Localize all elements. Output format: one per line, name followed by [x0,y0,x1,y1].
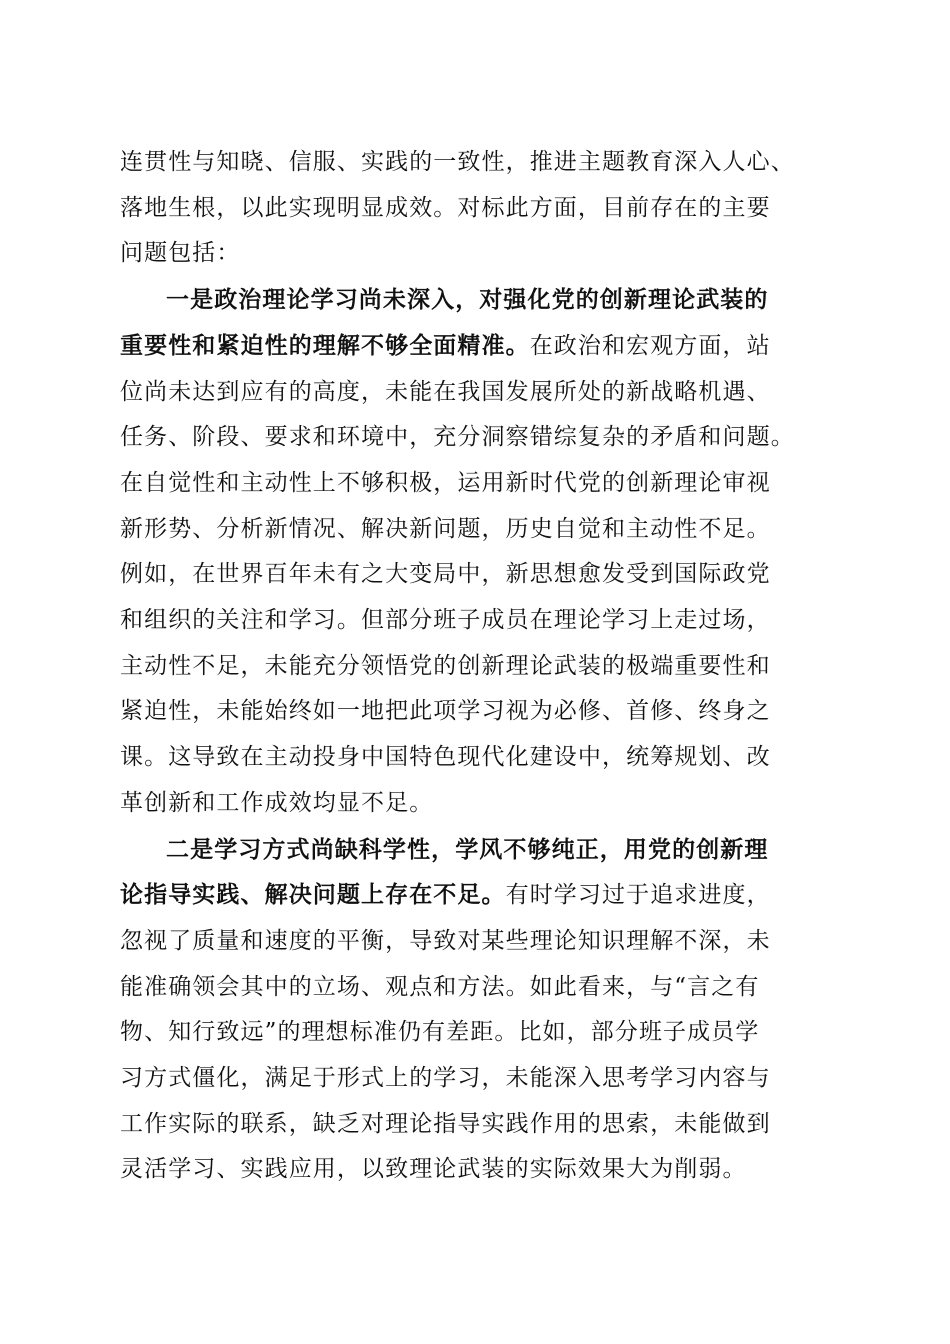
text-line: 灵活学习、实践应用，以致理论武装的实际效果大为削弱。 [120,1156,747,1183]
paragraph-issue-two [120,827,835,1194]
mixed-line [120,323,835,370]
text-line: 主动性不足，未能充分领悟党的创新理论武装的极端重要性和 [120,652,771,679]
issue-two-heading-line: 二是学习方式尚缺科学性，学风不够纯正，用党的创新理 [166,835,769,863]
text-line: 位尚未达到应有的高度，未能在我国发展所处的新战略机遇、 [120,378,771,405]
text-line: 习方式僵化，满足于形式上的学习，未能深入思考学习内容与 [120,1065,771,1092]
text-line: 忽视了质量和速度的平衡，导致对某些理论知识理解不深，未 [120,927,771,954]
issue-one-heading-end: 重要性和紧迫性的理解不够全面精准。 [120,331,530,359]
text-line-tail: 在政治和宏观方面，站 [529,332,771,359]
text-line: 问题包括： [120,240,241,267]
text-line: 连贯性与知晓、信服、实践的一致性，推进主题教育深入人心、 [120,149,795,175]
text-line: 能准确领会其中的立场、观点和方法。如此看来，与“言之有 [120,973,760,1000]
mixed-line [120,872,835,919]
paragraph-issue-one [120,277,835,826]
text-line: 革创新和工作成效均显不足。 [120,789,434,816]
text-line: 和组织的关注和学习。但部分班子成员在理论学习上走过场， [120,607,771,634]
text-line-tail: 有时学习过于追求进度， [505,882,771,909]
text-line: 在自觉性和主动性上不够积极，运用新时代党的创新理论审视 [120,469,771,496]
text-line: 例如，在世界百年未有之大变局中，新思想愈发受到国际政党 [120,561,771,588]
text-line: 工作实际的联系，缺乏对理论指导实践作用的思索，未能做到 [120,1110,771,1137]
body-text [120,140,835,1193]
text-line: 紧迫性，未能始终如一地把此项学习视为必修、首修、终身之 [120,698,771,725]
text-line: 物、知行致远”的理想标准仍有差距。比如，部分班子成员学 [120,1019,760,1046]
issue-one-heading-line: 一是政治理论学习尚未深入，对强化党的创新理论武装的 [166,286,769,314]
text-line: 课。这导致在主动投身中国特色现代化建设中，统筹规划、改 [120,744,771,771]
issue-two-heading-end: 论指导实践、解决问题上存在不足。 [120,881,506,909]
text-line: 新形势、分析新情况、解决新问题，历史自觉和主动性不足。 [120,515,771,542]
text-line: 落地生根，以此实现明显成效。对标此方面，目前存在的主要 [120,194,771,221]
text-line: 任务、阶段、要求和环境中，充分洞察错综复杂的矛盾和问题。 [120,424,795,451]
paragraph-intro [120,140,835,277]
